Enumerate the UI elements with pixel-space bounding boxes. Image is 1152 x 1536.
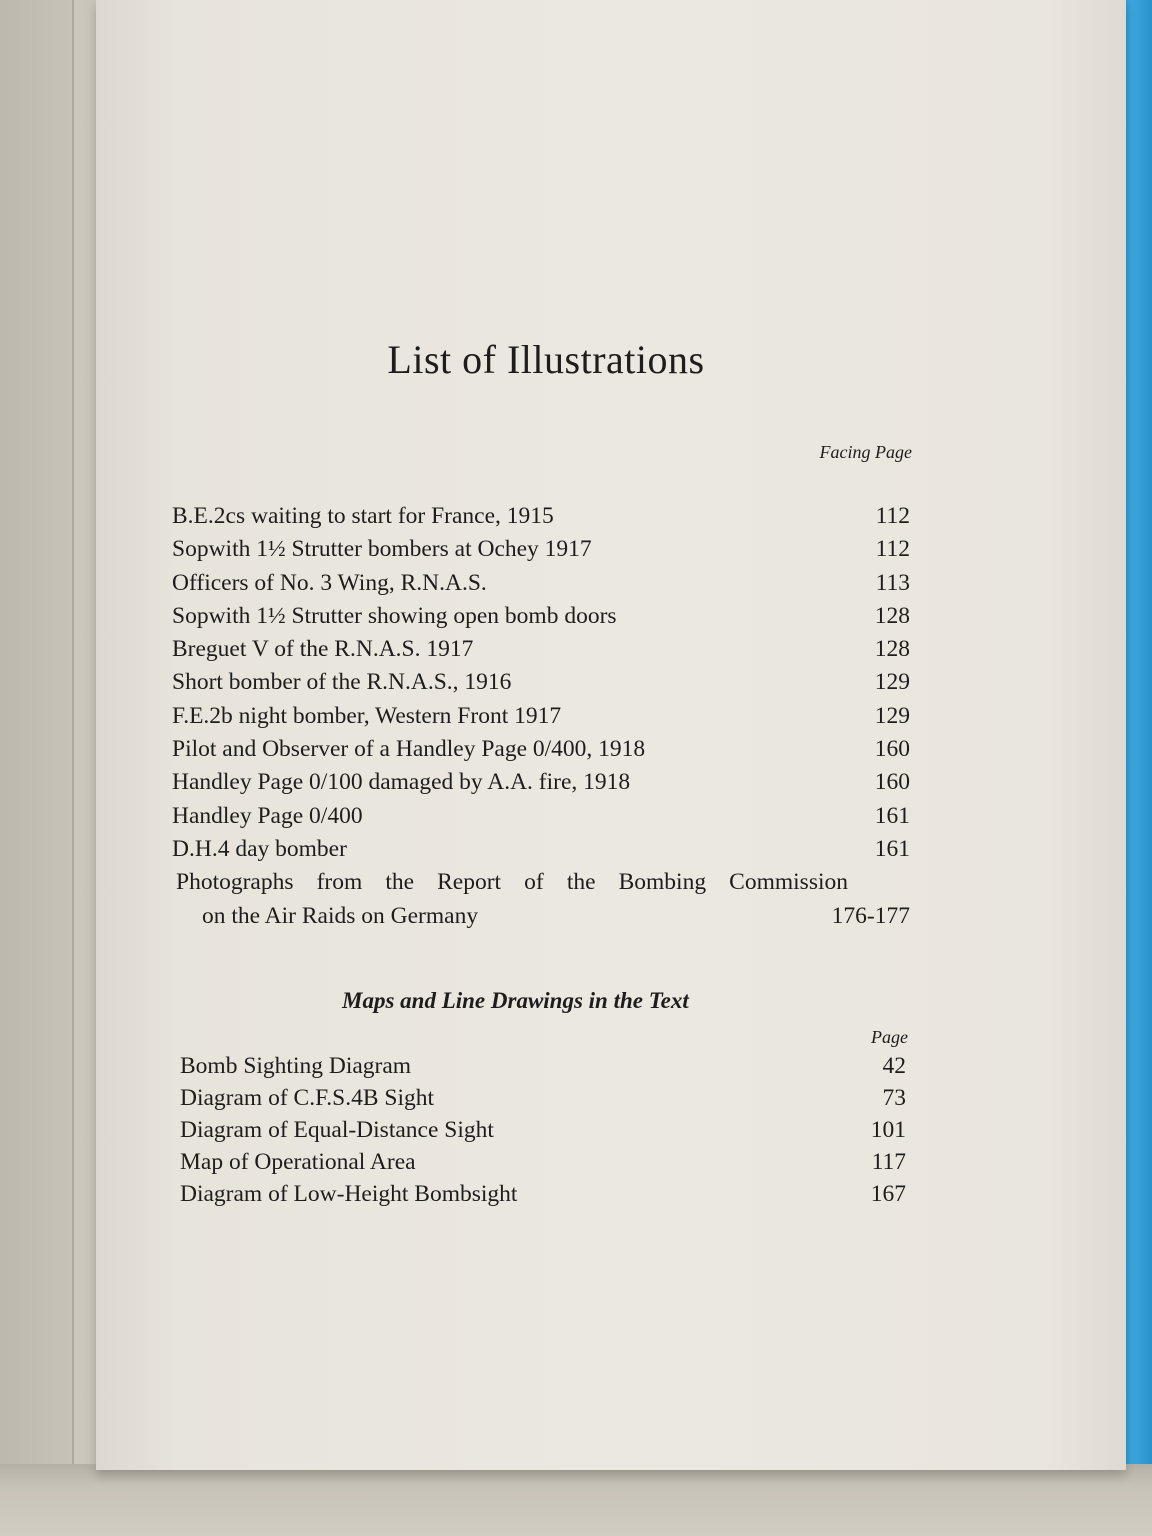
- cover-shadow: [0, 0, 74, 1536]
- item-label: Officers of No. 3 Wing, R.N.A.S.: [172, 569, 487, 596]
- item-label: Sopwith 1½ Strutter showing open bomb doors: [172, 602, 617, 629]
- list-item: [172, 733, 910, 766]
- list-item: [172, 567, 910, 600]
- list-item-multiline-cont: [172, 900, 910, 933]
- gutter-line: [72, 0, 74, 1536]
- book-page: [96, 0, 1126, 1470]
- list-item: [180, 1114, 906, 1146]
- bottom-board: [0, 1464, 1152, 1536]
- item-page: 160: [874, 736, 910, 763]
- list-item: [180, 1050, 906, 1082]
- item-label: B.E.2cs waiting to start for France, 1915: [172, 503, 554, 529]
- maps-section-title: Maps and Line Drawings in the Text: [342, 988, 689, 1013]
- list-item: [172, 633, 910, 666]
- item-label: Map of Operational Area: [180, 1149, 416, 1175]
- page-column-header: Page: [871, 1027, 908, 1047]
- list-item: [180, 1146, 906, 1178]
- item-page: 73: [882, 1085, 906, 1111]
- item-page: 128: [874, 636, 910, 663]
- list-item: [172, 700, 910, 733]
- item-label: Handley Page 0/400: [172, 802, 363, 829]
- item-label-line1: Photographs from the Report of the Bombing Commission: [176, 869, 848, 896]
- item-label: Diagram of Low-Height Bombsight: [180, 1181, 518, 1207]
- item-label: Handley Page 0/100 damaged by A.A. fire, 1918: [172, 769, 631, 796]
- item-page: 129: [874, 702, 910, 729]
- item-label: Pilot and Observer of a Handley Page 0/400, 1918: [172, 736, 646, 763]
- page-content: [96, 0, 1126, 1470]
- list-item: [172, 833, 910, 866]
- item-page: 176-177: [831, 902, 910, 929]
- maps-list: [180, 1050, 906, 1210]
- facing-page-header: Facing Page: [819, 442, 912, 462]
- item-page: 112: [875, 536, 910, 563]
- item-page: 101: [870, 1117, 906, 1143]
- item-label: Bomb Sighting Diagram: [180, 1053, 412, 1079]
- list-item: [180, 1178, 906, 1210]
- item-label: Diagram of C.F.S.4B Sight: [180, 1085, 435, 1111]
- item-label: Breguet V of the R.N.A.S. 1917: [172, 636, 474, 663]
- item-page: 113: [875, 569, 910, 596]
- item-label: Diagram of Equal-Distance Sight: [180, 1117, 494, 1143]
- list-item: [172, 666, 910, 699]
- list-item: [172, 800, 910, 833]
- page-title: List of Illustrations: [387, 337, 705, 382]
- illustrations-list: [172, 500, 910, 933]
- item-page: 160: [874, 769, 910, 796]
- list-item-multiline: [172, 866, 910, 899]
- item-label-line2: on the Air Raids on Germany: [202, 902, 479, 929]
- item-page: 42: [882, 1053, 906, 1079]
- item-label: Sopwith 1½ Strutter bombers at Ochey 1917: [172, 536, 592, 563]
- list-item: [172, 533, 910, 566]
- item-page: 128: [874, 602, 910, 629]
- item-label: Short bomber of the R.N.A.S., 1916: [172, 669, 512, 696]
- item-label: F.E.2b night bomber, Western Front 1917: [172, 702, 562, 729]
- item-page: 117: [871, 1149, 906, 1175]
- item-label: D.H.4 day bomber: [172, 835, 347, 862]
- item-page: 167: [870, 1181, 906, 1207]
- item-page: 161: [874, 802, 910, 829]
- item-page: 112: [875, 503, 910, 529]
- item-page: 129: [874, 669, 910, 696]
- list-item: [172, 500, 910, 533]
- item-page: 161: [874, 835, 910, 862]
- list-item: [172, 766, 910, 799]
- list-item: [172, 600, 910, 633]
- list-item: [180, 1082, 906, 1114]
